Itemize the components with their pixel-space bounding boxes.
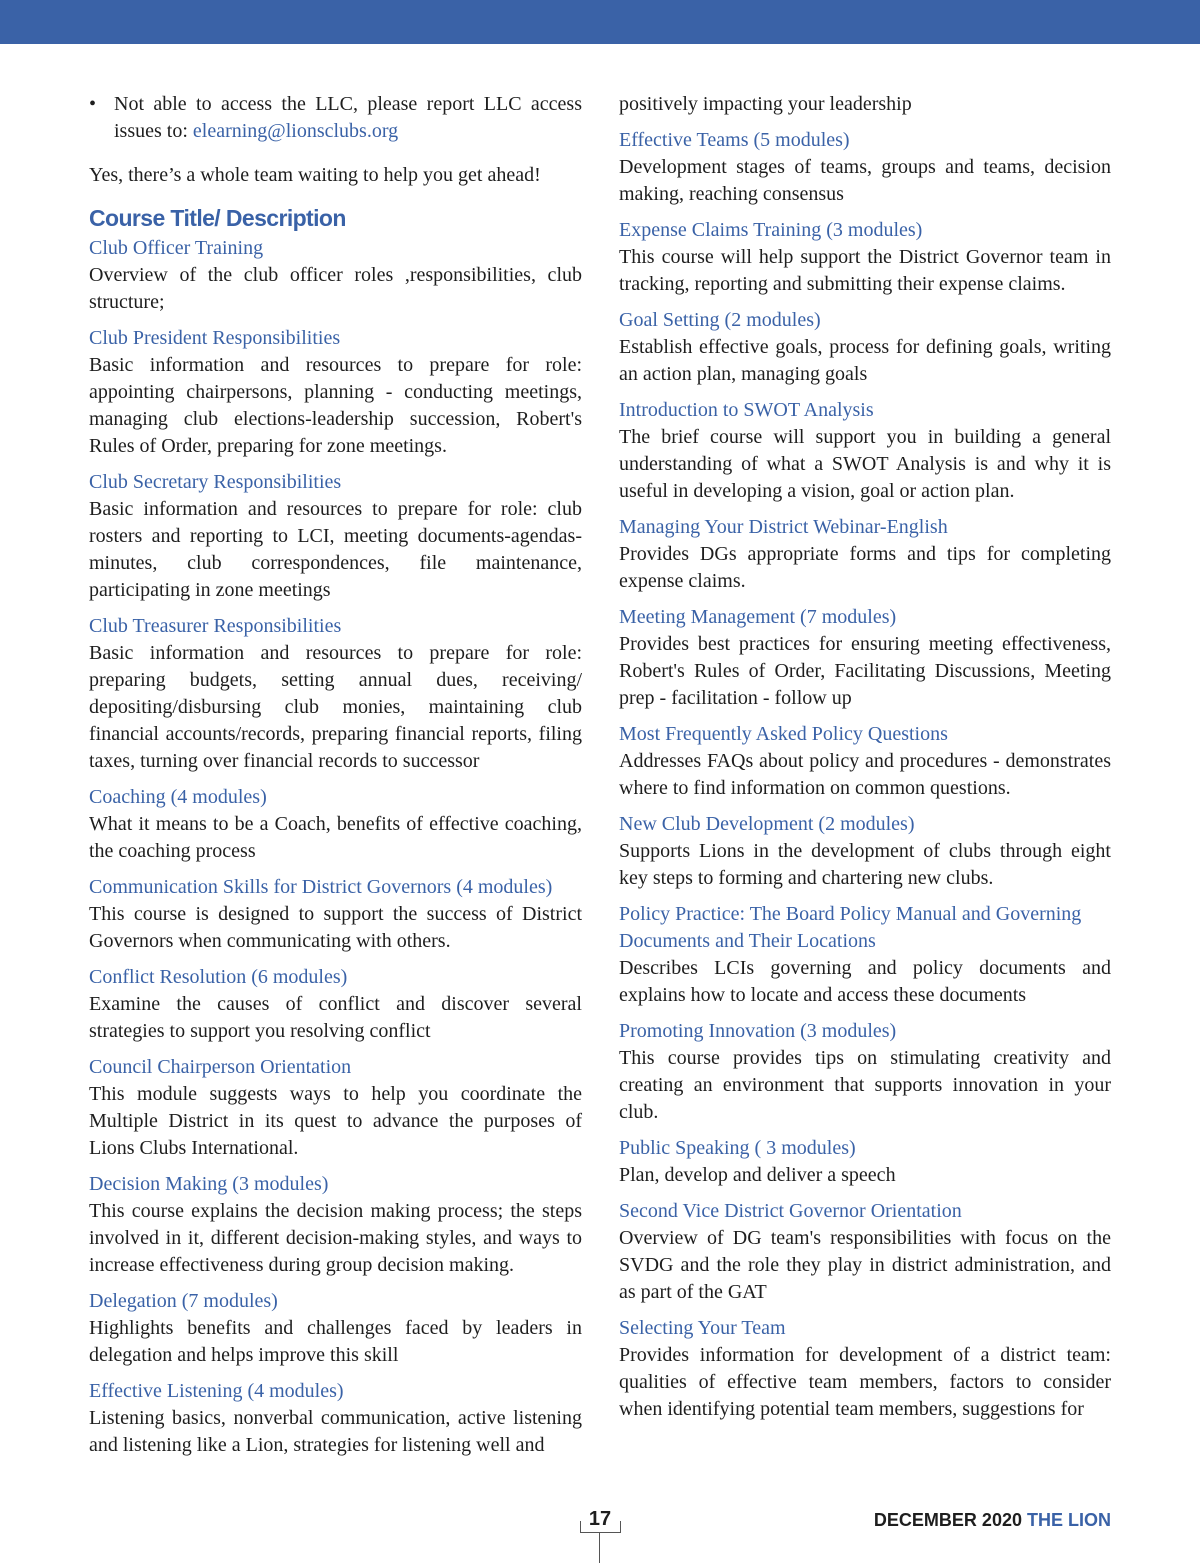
course-entry <box>619 397 1111 505</box>
course-description: Provides information for development of a district team: qualities of effective team members, factors to consider when identifying potential team members, suggestions for <box>619 1344 1111 1420</box>
course-title[interactable]: Communication Skills for District Governors (4 modules) <box>89 876 553 898</box>
course-title[interactable]: Goal Setting (2 modules) <box>619 309 821 331</box>
course-description: This module suggests ways to help you coordinate the Multiple District in its quest to advance the purposes of Lions Clubs International. <box>89 1083 582 1159</box>
issue-footer <box>874 1510 1111 1531</box>
course-title[interactable]: Expense Claims Training (3 modules) <box>619 219 923 241</box>
course-entry <box>619 217 1111 298</box>
course-description: Overview of DG team's responsibilities with focus on the SVDG and the role they play in district administration, and as part of the GAT <box>619 1227 1111 1303</box>
course-title[interactable]: Club President Responsibilities <box>89 327 341 349</box>
course-entry <box>89 1288 582 1369</box>
course-title[interactable]: Managing Your District Webinar-English <box>619 516 948 538</box>
course-title[interactable]: Promoting Innovation (3 modules) <box>619 1020 897 1042</box>
tagline: Yes, there’s a whole team waiting to help you get ahead! <box>89 164 541 186</box>
course-title[interactable]: Club Secretary Responsibilities <box>89 471 342 493</box>
course-entry <box>619 307 1111 388</box>
page-number: 17 <box>588 1508 612 1530</box>
course-description: Plan, develop and deliver a speech <box>619 1164 896 1186</box>
course-entry <box>619 1315 1111 1423</box>
course-title[interactable]: Public Speaking ( 3 modules) <box>619 1137 856 1159</box>
page-number-stem <box>599 1532 600 1563</box>
course-description: This course is designed to support the success of District Governors when communicating with others. <box>89 903 582 952</box>
course-description: Basic information and resources to prepare for role: preparing budgets, setting annual dues, receiving/ depositing/disbursing club monies, maintaining club financial accounts/records, preparing financial reports, filing taxes, turning over financial records to successor <box>89 642 582 772</box>
issue-date: DECEMBER 2020 <box>873 1510 1022 1530</box>
course-title[interactable]: Council Chairperson Orientation <box>89 1056 352 1078</box>
course-title[interactable]: Meeting Management (7 modules) <box>619 606 897 628</box>
course-description: Highlights benefits and challenges faced by leaders in delegation and helps improve this skill <box>89 1317 582 1366</box>
course-description: Basic information and resources to prepare for role: club rosters and reporting to LCI, meeting documents-agendas-minutes, club correspondences, file maintenance, participating in zone meetings <box>89 498 582 601</box>
page-number-bracket-right <box>620 1521 621 1533</box>
course-title[interactable]: Club Treasurer Responsibilities <box>89 615 342 637</box>
course-title[interactable]: New Club Development (2 modules) <box>619 813 915 835</box>
course-description: This course provides tips on stimulating creativity and creating an environment that supports innovation in your club. <box>619 1047 1111 1123</box>
course-entry <box>89 964 582 1045</box>
course-description: This course explains the decision making process; the steps involved in it, different decision-making styles, and ways to increase effectiveness during group decision making. <box>89 1200 582 1276</box>
course-entry <box>89 1171 582 1279</box>
course-entry <box>89 325 582 460</box>
llc-access-text: Not able to access the LLC, please report LLC access issues to: <box>114 93 582 142</box>
course-description: This course will help support the District Governor team in tracking, reporting and submitting their expense claims. <box>619 246 1111 295</box>
llc-access-note <box>89 91 582 145</box>
course-entry <box>619 514 1111 595</box>
course-entry <box>89 613 582 775</box>
course-title[interactable]: Decision Making (3 modules) <box>89 1173 329 1195</box>
section-heading: Course Title/ Description <box>89 205 346 231</box>
course-entry <box>89 1054 582 1162</box>
course-title[interactable]: Second Vice District Governor Orientation <box>619 1200 962 1222</box>
bullet-dot-icon: • <box>89 93 97 115</box>
course-entry <box>619 1198 1111 1306</box>
support-email-link[interactable]: elearning@lionsclubs.org <box>192 120 399 142</box>
course-description: Overview of the club officer roles ,responsibilities, club structure; <box>89 264 582 313</box>
course-entry <box>89 874 582 955</box>
course-description: Addresses FAQs about policy and procedures - demonstrates where to find information on common questions. <box>619 750 1111 799</box>
course-title[interactable]: Delegation (7 modules) <box>89 1290 278 1312</box>
course-description: What it means to be a Coach, benefits of effective coaching, the coaching process <box>89 813 582 862</box>
left-column <box>89 91 582 1468</box>
page-number-bracket-base <box>580 1532 620 1533</box>
course-description: Examine the causes of conflict and discover several strategies to support you resolving conflict <box>89 993 582 1042</box>
course-description: Listening basics, nonverbal communication, active listening and listening like a Lion, strategies for listening well and <box>89 1407 582 1456</box>
course-entry <box>619 811 1111 892</box>
course-description: Basic information and resources to prepare for role: appointing chairpersons, planning - conducting meetings, managing club elections-leadership succession, Robert's Rules of Order, preparing for zone meetings. <box>89 354 582 457</box>
course-entry <box>89 1378 582 1459</box>
course-entry <box>89 469 582 604</box>
course-title[interactable]: Policy Practice: The Board Policy Manual and Governing Documents and Their Locations <box>619 903 1082 952</box>
course-entry <box>619 901 1111 1009</box>
course-description: Establish effective goals, process for defining goals, writing an action plan, managing goals <box>619 336 1111 385</box>
right-column <box>619 91 1111 1432</box>
course-entry <box>89 784 582 865</box>
magazine-name: THE LION <box>1027 1510 1111 1530</box>
course-title[interactable]: Coaching (4 modules) <box>89 786 267 808</box>
course-entry <box>619 604 1111 712</box>
course-entry <box>619 1018 1111 1126</box>
continued-description: positively impacting your leadership <box>619 93 912 115</box>
course-description: Supports Lions in the development of clubs through eight key steps to forming and chartering new clubs. <box>619 840 1111 889</box>
course-entry <box>619 127 1111 208</box>
course-entry <box>89 235 582 316</box>
right-course-list <box>619 127 1111 1423</box>
course-title[interactable]: Effective Teams (5 modules) <box>619 129 850 151</box>
course-description: Provides best practices for ensuring meeting effectiveness, Robert's Rules of Order, Facilitating Discussions, Meeting prep - facilitation - follow up <box>619 633 1111 709</box>
course-entry <box>619 721 1111 802</box>
course-title[interactable]: Selecting Your Team <box>619 1317 786 1339</box>
left-course-list <box>89 235 582 1459</box>
course-description: The brief course will support you in building a general understanding of what a SWOT Analysis is and why it is useful in developing a vision, goal or action plan. <box>619 426 1111 502</box>
course-description: Provides DGs appropriate forms and tips for completing expense claims. <box>619 543 1111 592</box>
course-description: Describes LCIs governing and policy documents and explains how to locate and access these documents <box>619 957 1111 1006</box>
course-title[interactable]: Club Officer Training <box>89 237 264 259</box>
course-description: Development stages of teams, groups and teams, decision making, reaching consensus <box>619 156 1111 205</box>
course-title[interactable]: Conflict Resolution (6 modules) <box>89 966 348 988</box>
course-entry <box>619 1135 1111 1189</box>
top-color-band <box>0 0 1200 44</box>
course-title[interactable]: Introduction to SWOT Analysis <box>619 399 874 421</box>
course-title[interactable]: Effective Listening (4 modules) <box>89 1380 344 1402</box>
course-title[interactable]: Most Frequently Asked Policy Questions <box>619 723 948 745</box>
